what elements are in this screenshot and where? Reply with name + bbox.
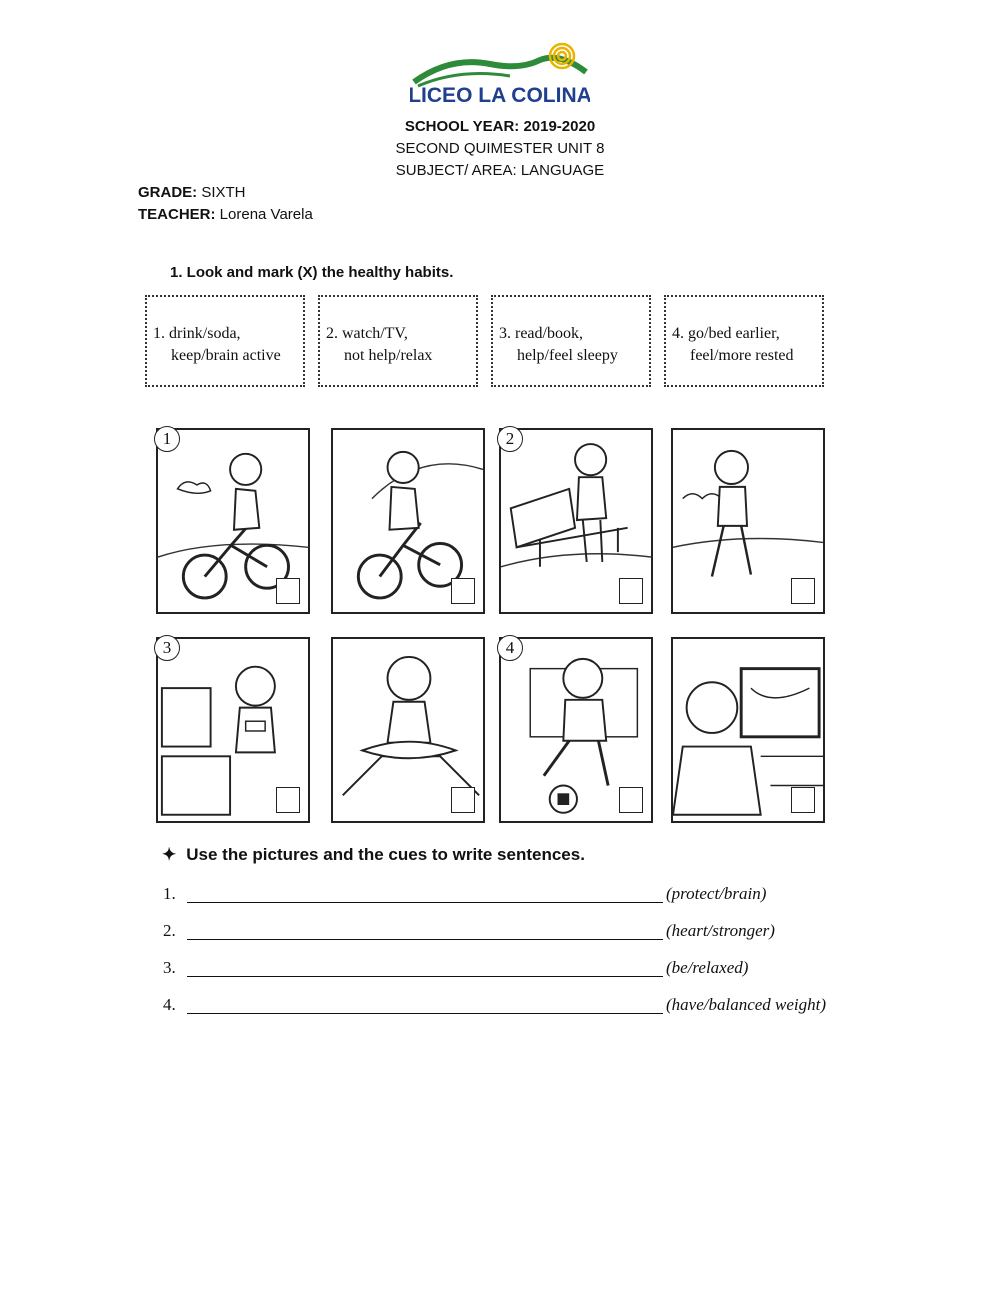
sentence-line-4 xyxy=(163,995,827,1015)
teacher-label: TEACHER: xyxy=(138,206,216,223)
cue-line2: keep/brain active xyxy=(171,347,281,364)
cue-line1: 4. go/bed earlier, xyxy=(672,325,780,342)
sun-icon xyxy=(550,44,574,68)
answer-checkbox[interactable] xyxy=(791,578,815,604)
picture-1b xyxy=(331,428,485,614)
cue-box-1 xyxy=(145,295,305,387)
answer-checkbox[interactable] xyxy=(276,578,300,604)
logo-text: LICEO LA COLINA xyxy=(410,84,590,107)
cue-box-2 xyxy=(318,295,478,387)
picture-number-1: 1 xyxy=(154,426,180,452)
grade-label: GRADE: xyxy=(138,184,198,201)
cue-box-3 xyxy=(491,295,651,387)
picture-4a xyxy=(499,637,653,823)
quimester: SECOND QUIMESTER UNIT 8 xyxy=(395,140,605,157)
cue-line1: 1. drink/soda, xyxy=(153,325,241,342)
picture-2b xyxy=(671,428,825,614)
cue-line1: 2. watch/TV, xyxy=(326,325,408,342)
exercise1-instruction: 1. Look and mark (X) the healthy habits. xyxy=(170,264,454,281)
grade-info xyxy=(138,184,246,201)
answer-line[interactable] xyxy=(187,976,663,977)
sentence-line-1 xyxy=(163,884,767,904)
sentence-number: 4. xyxy=(163,995,176,1014)
sentence-cue: (heart/stronger) xyxy=(666,921,775,940)
sentence-cue: (protect/brain) xyxy=(666,884,767,903)
exercise2-instruction xyxy=(162,845,585,865)
teacher-value: Lorena Varela xyxy=(219,206,313,223)
teacher-info xyxy=(138,206,313,223)
cue-line2: not help/relax xyxy=(344,347,433,364)
sentence-number: 1. xyxy=(163,884,176,903)
sentence-number: 3. xyxy=(163,958,176,977)
answer-line[interactable] xyxy=(187,1013,663,1014)
sentence-line-3 xyxy=(163,958,749,978)
school-logo xyxy=(410,42,590,108)
sentence-cue: (have/balanced weight) xyxy=(666,995,827,1014)
cue-line2: feel/more rested xyxy=(690,347,794,364)
answer-checkbox[interactable] xyxy=(451,787,475,813)
answer-line[interactable] xyxy=(187,939,663,940)
picture-3b xyxy=(331,637,485,823)
answer-checkbox[interactable] xyxy=(619,787,643,813)
cue-line1: 3. read/book, xyxy=(499,325,583,342)
school-year: SCHOOL YEAR: 2019-2020 xyxy=(404,118,596,135)
exercise2-instruction-text: Use the pictures and the cues to write sentences. xyxy=(186,845,585,864)
subject-area: SUBJECT/ AREA: LANGUAGE xyxy=(395,162,605,179)
answer-checkbox[interactable] xyxy=(276,787,300,813)
picture-number-2: 2 xyxy=(497,426,523,452)
picture-number-4: 4 xyxy=(497,635,523,661)
picture-4b xyxy=(671,637,825,823)
answer-line[interactable] xyxy=(187,902,663,903)
picture-1a xyxy=(156,428,310,614)
grade-value: SIXTH xyxy=(201,184,246,201)
sentence-line-2 xyxy=(163,921,775,941)
sentence-number: 2. xyxy=(163,921,176,940)
cue-line2: help/feel sleepy xyxy=(517,347,618,364)
picture-number-3: 3 xyxy=(154,635,180,661)
answer-checkbox[interactable] xyxy=(791,787,815,813)
sentence-cue: (be/relaxed) xyxy=(666,958,749,977)
picture-2a xyxy=(499,428,653,614)
picture-3a xyxy=(156,637,310,823)
star-icon: ✦ xyxy=(162,845,177,864)
cue-box-4 xyxy=(664,295,824,387)
answer-checkbox[interactable] xyxy=(451,578,475,604)
answer-checkbox[interactable] xyxy=(619,578,643,604)
